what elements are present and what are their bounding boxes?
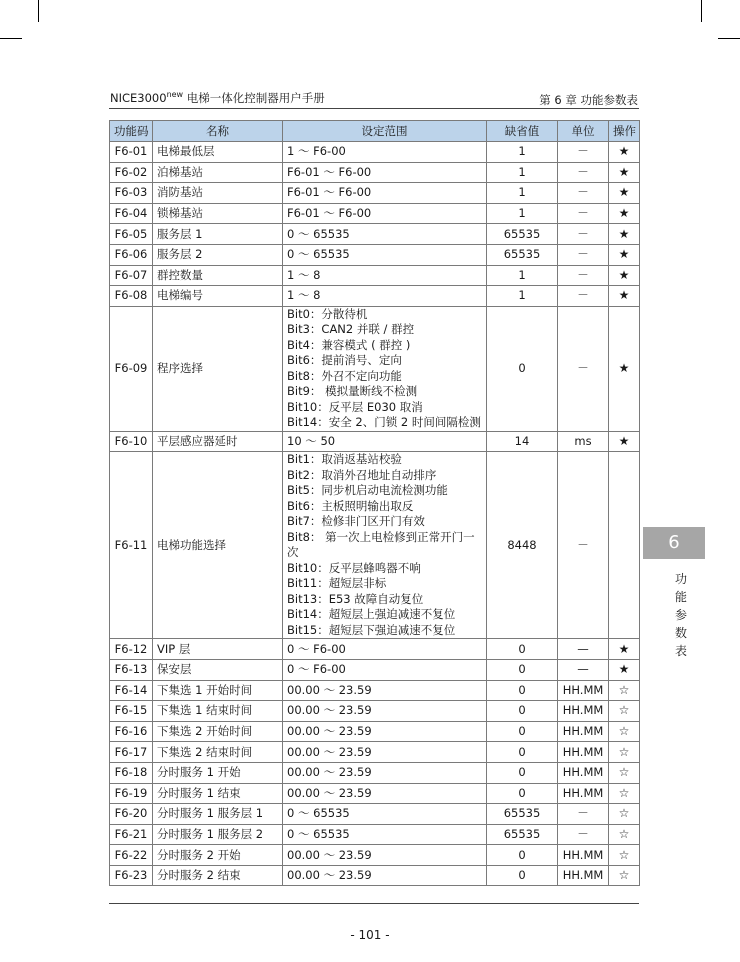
param-code: F6-06 bbox=[110, 244, 153, 265]
table-row bbox=[110, 265, 640, 286]
param-unit: － bbox=[558, 162, 609, 183]
param-range: 1 ～ 8 bbox=[283, 286, 487, 307]
param-unit: ms bbox=[558, 431, 609, 452]
param-range: 00.00 ～ 23.59 bbox=[283, 783, 487, 804]
param-name: 分时服务 1 开始 bbox=[153, 762, 283, 783]
param-code: F6-09 bbox=[110, 306, 153, 431]
param-default: 0 bbox=[487, 865, 558, 886]
chapter-tab: 6 bbox=[643, 527, 705, 559]
param-code: F6-23 bbox=[110, 865, 153, 886]
side-label-char: 能 bbox=[674, 590, 687, 604]
param-range: 00.00 ～ 23.59 bbox=[283, 742, 487, 763]
range-line: Bit1：取消返基站校验 bbox=[287, 452, 402, 467]
param-default: 8448 bbox=[487, 452, 558, 639]
param-range: 0 ～ 65535 bbox=[283, 824, 487, 845]
param-code: F6-15 bbox=[110, 701, 153, 722]
column-header: 缺省值 bbox=[487, 121, 558, 142]
column-header: 功能码 bbox=[110, 121, 153, 142]
param-name: 电梯功能选择 bbox=[153, 452, 283, 639]
param-operation: ★ bbox=[609, 659, 640, 680]
param-code: F6-13 bbox=[110, 659, 153, 680]
param-default: 0 bbox=[487, 659, 558, 680]
param-name: 锁梯基站 bbox=[153, 203, 283, 224]
param-range: 1 ～ F6-00 bbox=[283, 142, 487, 163]
side-label-char: 数 bbox=[674, 626, 687, 640]
param-default: 0 bbox=[487, 742, 558, 763]
range-line: Bit11：超短层非标 bbox=[287, 576, 387, 591]
param-operation: ★ bbox=[609, 183, 640, 204]
param-unit: － bbox=[558, 306, 609, 431]
param-default: 14 bbox=[487, 431, 558, 452]
param-unit: － bbox=[558, 183, 609, 204]
column-header: 操作 bbox=[609, 121, 640, 142]
param-name: 下集选 1 开始时间 bbox=[153, 680, 283, 701]
param-unit: HH.MM bbox=[558, 742, 609, 763]
param-operation: ★ bbox=[609, 639, 640, 660]
table-row bbox=[110, 224, 640, 245]
param-operation: ☆ bbox=[609, 680, 640, 701]
table-row bbox=[110, 701, 640, 722]
param-range: 0 ～ 65535 bbox=[283, 244, 487, 265]
header-rule bbox=[109, 108, 639, 109]
param-range: 0 ～ F6-00 bbox=[283, 639, 487, 660]
param-default: 65535 bbox=[487, 824, 558, 845]
param-unit: － bbox=[558, 224, 609, 245]
param-name: 泊梯基站 bbox=[153, 162, 283, 183]
param-code: F6-16 bbox=[110, 721, 153, 742]
param-name: 分时服务 2 开始 bbox=[153, 845, 283, 866]
table-row bbox=[110, 680, 640, 701]
param-range: 0 ～ 65535 bbox=[283, 804, 487, 825]
param-code: F6-17 bbox=[110, 742, 153, 763]
side-label-char: 参 bbox=[674, 608, 687, 622]
param-operation: ☆ bbox=[609, 783, 640, 804]
table-row bbox=[110, 742, 640, 763]
param-code: F6-10 bbox=[110, 431, 153, 452]
param-range: 10 ～ 50 bbox=[283, 431, 487, 452]
param-unit: HH.MM bbox=[558, 701, 609, 722]
param-code: F6-03 bbox=[110, 183, 153, 204]
param-operation: ★ bbox=[609, 244, 640, 265]
table-row bbox=[110, 762, 640, 783]
param-code: F6-11 bbox=[110, 452, 153, 639]
column-header: 名称 bbox=[153, 121, 283, 142]
table-row bbox=[110, 865, 640, 886]
crop-mark bbox=[0, 38, 22, 39]
range-line: Bit7：检修非门区开门有效 bbox=[287, 514, 425, 529]
param-operation: ★ bbox=[609, 142, 640, 163]
param-default: 1 bbox=[487, 265, 558, 286]
range-line: Bit13：E53 故障自动复位 bbox=[287, 591, 424, 606]
param-unit: — bbox=[558, 639, 609, 660]
param-unit: － bbox=[558, 244, 609, 265]
param-range: 00.00 ～ 23.59 bbox=[283, 865, 487, 886]
param-operation: ☆ bbox=[609, 865, 640, 886]
param-name: VIP 层 bbox=[153, 639, 283, 660]
table-row bbox=[110, 162, 640, 183]
param-range: 00.00 ～ 23.59 bbox=[283, 762, 487, 783]
table-row bbox=[110, 721, 640, 742]
param-unit: － bbox=[558, 265, 609, 286]
range-line: Bit10：反平层蜂鸣器不响 bbox=[287, 560, 421, 575]
range-line: Bit2：取消外召地址自动排序 bbox=[287, 467, 437, 482]
table-row bbox=[110, 244, 640, 265]
range-line: Bit5：同步机启动电流检测功能 bbox=[287, 483, 448, 498]
param-operation: ★ bbox=[609, 265, 640, 286]
param-default: 65535 bbox=[487, 224, 558, 245]
param-unit: － bbox=[558, 142, 609, 163]
table-row bbox=[110, 845, 640, 866]
param-default: 1 bbox=[487, 286, 558, 307]
param-range: 0 ～ F6-00 bbox=[283, 659, 487, 680]
manual-title: $NICE3000^{new}$ 电梯一体化控制器用户手册 bbox=[110, 90, 325, 105]
range-line: Bit4：兼容模式 ( 群控 ) bbox=[287, 337, 411, 352]
param-operation: ☆ bbox=[609, 845, 640, 866]
side-label-char: 功 bbox=[674, 572, 687, 586]
param-unit: — bbox=[558, 659, 609, 680]
param-operation bbox=[609, 452, 640, 639]
param-name: 下集选 1 结束时间 bbox=[153, 701, 283, 722]
chapter-side-label bbox=[673, 570, 689, 660]
param-name: 分时服务 1 服务层 2 bbox=[153, 824, 283, 845]
param-code: F6-12 bbox=[110, 639, 153, 660]
param-default: 0 bbox=[487, 639, 558, 660]
crop-mark bbox=[701, 0, 702, 22]
param-code: F6-19 bbox=[110, 783, 153, 804]
param-range bbox=[283, 452, 487, 639]
param-operation: ★ bbox=[609, 431, 640, 452]
param-range: 00.00 ～ 23.59 bbox=[283, 721, 487, 742]
side-label-char: 表 bbox=[674, 644, 687, 658]
param-range: F6-01 ～ F6-00 bbox=[283, 203, 487, 224]
param-range: F6-01 ～ F6-00 bbox=[283, 183, 487, 204]
table-row bbox=[110, 431, 640, 452]
range-line: Bit14：安全 2、门锁 2 时间间隔检测 bbox=[287, 415, 481, 430]
param-default: 0 bbox=[487, 680, 558, 701]
param-name: 消防基站 bbox=[153, 183, 283, 204]
param-operation: ☆ bbox=[609, 762, 640, 783]
param-unit: － bbox=[558, 452, 609, 639]
table-row bbox=[110, 804, 640, 825]
table-row bbox=[110, 452, 640, 639]
param-operation: ☆ bbox=[609, 701, 640, 722]
param-name: 平层感应器延时 bbox=[153, 431, 283, 452]
table-row bbox=[110, 183, 640, 204]
param-operation: ★ bbox=[609, 306, 640, 431]
table-header-row bbox=[110, 121, 640, 142]
param-range: 1 ～ 8 bbox=[283, 265, 487, 286]
param-name: 电梯最低层 bbox=[153, 142, 283, 163]
param-name: 分时服务 1 结束 bbox=[153, 783, 283, 804]
param-default: 1 bbox=[487, 142, 558, 163]
parameter-table bbox=[109, 120, 640, 886]
range-line: Bit8： 第一次上电检修到正常开门一次 bbox=[287, 529, 475, 560]
range-line: Bit8：外召不定向功能 bbox=[287, 368, 402, 383]
table-row bbox=[110, 824, 640, 845]
range-line: Bit0：分散待机 bbox=[287, 306, 368, 321]
range-line: Bit15：超短层下强迫减速不复位 bbox=[287, 622, 456, 637]
param-default: 1 bbox=[487, 162, 558, 183]
param-unit: HH.MM bbox=[558, 845, 609, 866]
param-code: F6-14 bbox=[110, 680, 153, 701]
crop-mark bbox=[38, 0, 39, 22]
param-default: 65535 bbox=[487, 244, 558, 265]
param-unit: HH.MM bbox=[558, 865, 609, 886]
param-operation: ★ bbox=[609, 286, 640, 307]
column-header: 设定范围 bbox=[283, 121, 487, 142]
param-code: F6-01 bbox=[110, 142, 153, 163]
param-range: 00.00 ～ 23.59 bbox=[283, 701, 487, 722]
param-default: 0 bbox=[487, 783, 558, 804]
param-range: 00.00 ～ 23.59 bbox=[283, 680, 487, 701]
param-default: 0 bbox=[487, 762, 558, 783]
param-code: F6-05 bbox=[110, 224, 153, 245]
table-row bbox=[110, 659, 640, 680]
param-code: F6-07 bbox=[110, 265, 153, 286]
param-name: 电梯编号 bbox=[153, 286, 283, 307]
param-operation: ★ bbox=[609, 162, 640, 183]
param-operation: ☆ bbox=[609, 824, 640, 845]
range-line: Bit3：CAN2 并联 / 群控 bbox=[287, 322, 415, 337]
param-range: 0 ～ 65535 bbox=[283, 224, 487, 245]
table-row bbox=[110, 639, 640, 660]
table-row bbox=[110, 783, 640, 804]
param-range: 00.00 ～ 23.59 bbox=[283, 845, 487, 866]
param-operation: ☆ bbox=[609, 804, 640, 825]
chapter-title: 第 6 章 功能参数表 bbox=[539, 93, 638, 107]
param-operation: ☆ bbox=[609, 721, 640, 742]
crop-mark bbox=[718, 38, 740, 39]
table-row bbox=[110, 142, 640, 163]
range-line: Bit10：反平层 E030 取消 bbox=[287, 399, 423, 414]
param-operation: ★ bbox=[609, 203, 640, 224]
param-name: 下集选 2 开始时间 bbox=[153, 721, 283, 742]
range-line: Bit6：提前消号、定向 bbox=[287, 353, 402, 368]
param-name: 保安层 bbox=[153, 659, 283, 680]
range-line: Bit9： 模拟量断线不检测 bbox=[287, 384, 418, 399]
param-unit: － bbox=[558, 804, 609, 825]
param-name: 服务层 1 bbox=[153, 224, 283, 245]
param-operation: ☆ bbox=[609, 742, 640, 763]
param-unit: － bbox=[558, 286, 609, 307]
param-default: 0 bbox=[487, 306, 558, 431]
param-name: 下集选 2 结束时间 bbox=[153, 742, 283, 763]
page-number: - 101 - bbox=[350, 928, 390, 942]
table-row bbox=[110, 203, 640, 224]
table-row bbox=[110, 306, 640, 431]
param-default: 0 bbox=[487, 701, 558, 722]
param-default: 1 bbox=[487, 203, 558, 224]
footer-rule bbox=[109, 903, 639, 904]
param-code: F6-08 bbox=[110, 286, 153, 307]
param-code: F6-20 bbox=[110, 804, 153, 825]
param-code: F6-22 bbox=[110, 845, 153, 866]
param-code: F6-02 bbox=[110, 162, 153, 183]
table-row bbox=[110, 286, 640, 307]
param-name: 程序选择 bbox=[153, 306, 283, 431]
param-range bbox=[283, 306, 487, 431]
param-default: 65535 bbox=[487, 804, 558, 825]
param-name: 服务层 2 bbox=[153, 244, 283, 265]
range-line: Bit6：主板照明输出取反 bbox=[287, 498, 414, 513]
param-name: 分时服务 1 服务层 1 bbox=[153, 804, 283, 825]
param-code: F6-18 bbox=[110, 762, 153, 783]
param-operation: ★ bbox=[609, 224, 640, 245]
param-code: F6-21 bbox=[110, 824, 153, 845]
param-default: 1 bbox=[487, 183, 558, 204]
param-default: 0 bbox=[487, 845, 558, 866]
column-header: 单位 bbox=[558, 121, 609, 142]
param-unit: － bbox=[558, 824, 609, 845]
param-unit: HH.MM bbox=[558, 762, 609, 783]
param-name: 群控数量 bbox=[153, 265, 283, 286]
range-line: Bit14：超短层上强迫减速不复位 bbox=[287, 607, 456, 622]
param-unit: HH.MM bbox=[558, 783, 609, 804]
param-unit: HH.MM bbox=[558, 721, 609, 742]
param-name: 分时服务 2 结束 bbox=[153, 865, 283, 886]
param-unit: － bbox=[558, 203, 609, 224]
param-unit: HH.MM bbox=[558, 680, 609, 701]
param-default: 0 bbox=[487, 721, 558, 742]
param-code: F6-04 bbox=[110, 203, 153, 224]
param-range: F6-01 ～ F6-00 bbox=[283, 162, 487, 183]
